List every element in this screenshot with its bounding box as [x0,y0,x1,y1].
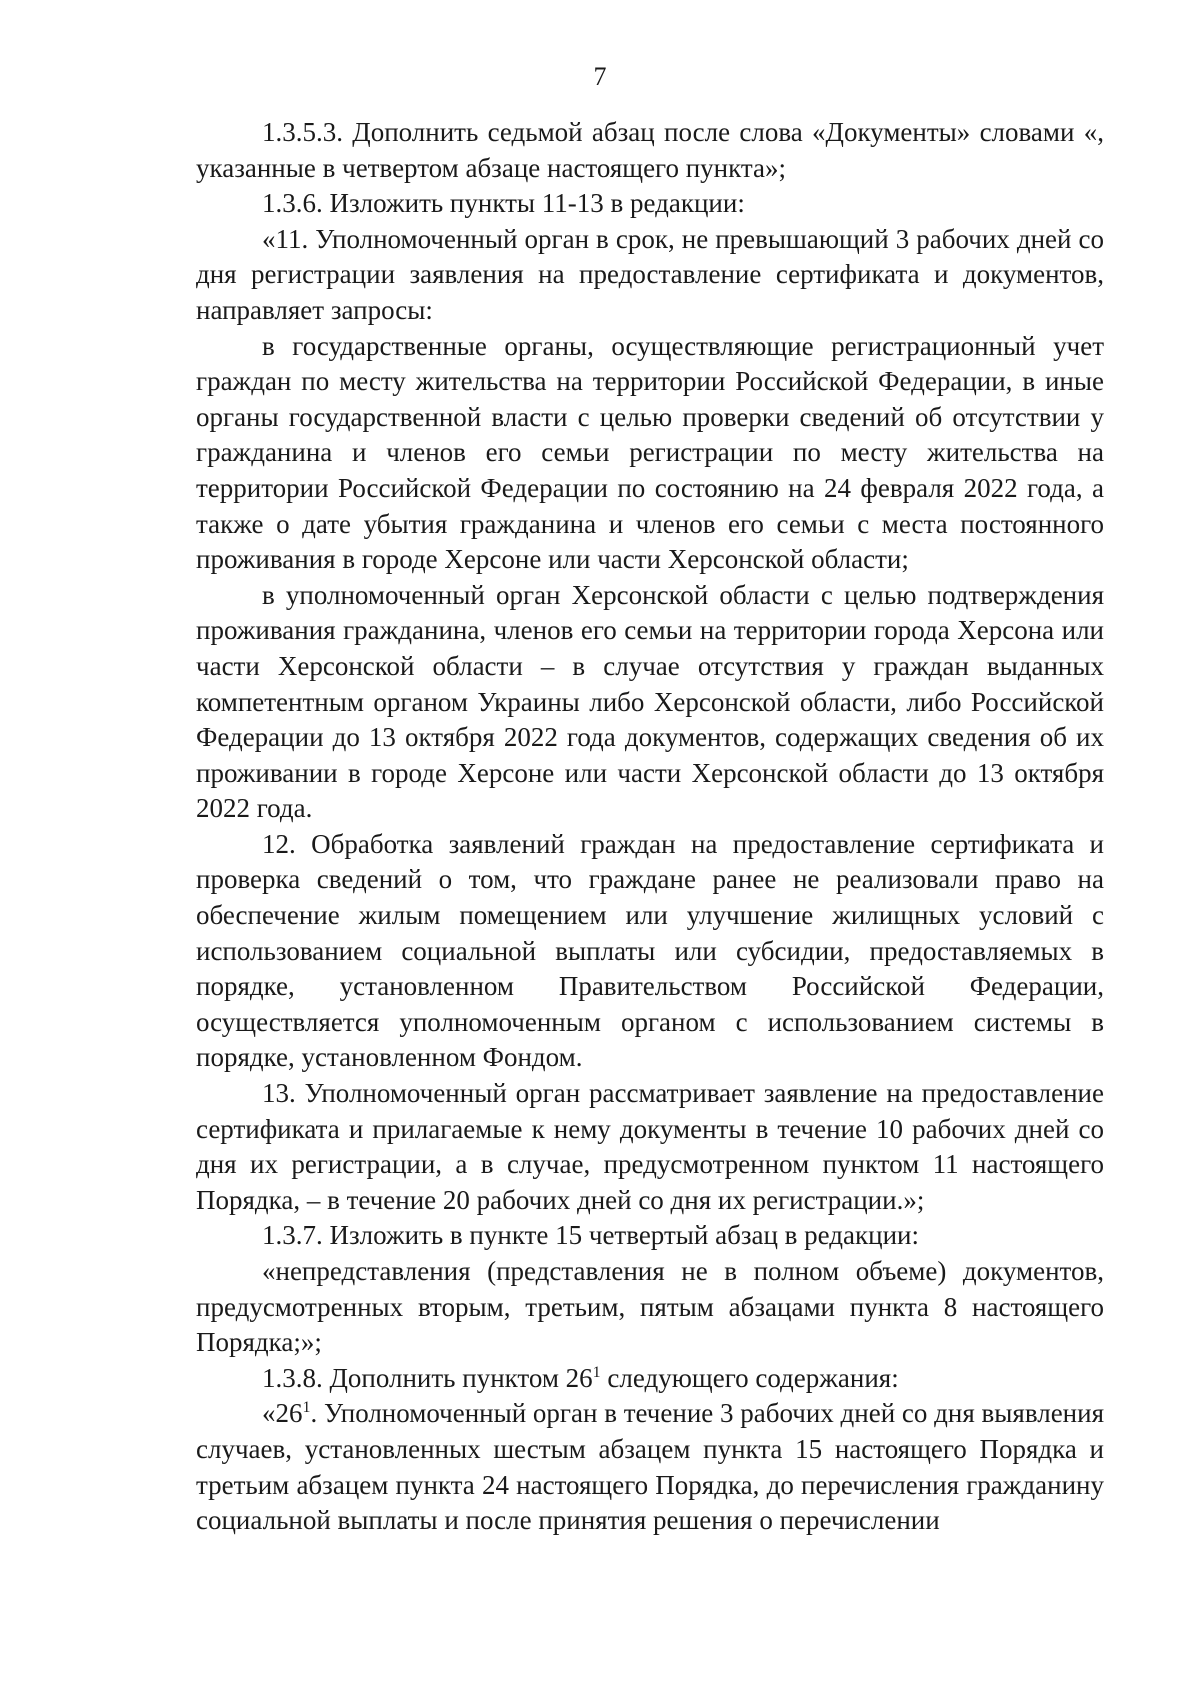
text-segment: . Уполномоченный орган в течение 3 рабочих дней со дня выявления случаев, установленных шестым абзацем пункта 15 настоящего Порядка и третьим абзацем пункта 24 настоящего Порядка, до перечисления гражданину социальной выплаты и после принятия решения о перечислении [196,1398,1104,1536]
paragraph-request-kherson-body: в уполномоченный орган Херсонской области с целью подтверждения проживания гражданина, членов его семьи на территории города Херсона или части Херсонской области – в случае отсутствия у граждан выданных компетентным органом Украины либо Херсонской области, либо Российской Федерации до 13 октября 2022 года документов, содержащих сведения об их проживании в городе Херсоне или части Херсонской области до 13 октября 2022 года. [196,579,1104,824]
paragraph-item-15-text: «непредставления (представления не в полном объеме) документов, предусмотренных вторым, третьим, пятым абзацами пункта 8 настоящего Порядка;»; [196,1256,1104,1358]
text-segment: следующего содержания: [600,1362,899,1393]
text-segment: «26 [262,1398,303,1429]
paragraph-item-11: «11. Уполномоченный орган в срок, не превышающий 3 рабочих дней со дня регистрации заявления на предоставление сертификата и документов, направляет запросы: [196,223,1104,325]
superscript: 1 [302,1399,311,1417]
paragraph-1-3-6: 1.3.6. Изложить пункты 11-13 в редакции: [262,188,745,219]
paragraph-item-26-1 [196,1396,1104,1538]
paragraph-item-13: 13. Уполномоченный орган рассматривает заявление на предоставление сертификата и прилагаемые к нему документы в течение 10 рабочих дней со дня их регистрации, а в случае, предусмотренном пунктом 11 настоящего Порядка, – в течение 20 рабочих дней со дня их регистрации.»; [196,1078,1104,1215]
page-number: 7 [593,62,607,91]
paragraph-1-3-5-3: 1.3.5.3. Дополнить седьмой абзац после слова «Документы» словами «, указанные в четвертом абзаце настоящего пункта»; [196,117,1104,183]
paragraph-item-12: 12. Обработка заявлений граждан на предоставление сертификата и проверка сведений о том, что граждане ранее не реализовали право на обеспечение жилым помещением или улучшение жилищных условий с использованием социальной выплаты или субсидии, предоставляемых в порядке, установленном Правительством Российской Федерации, осуществляется уполномоченным органом с использованием системы в порядке, установленном Фондом. [196,828,1104,1073]
paragraph-1-3-8 [196,1361,1104,1397]
paragraph-request-state-bodies: в государственные органы, осуществляющие регистрационный учет граждан по месту жительства на территории Российской Федерации, в иные органы государственной власти с целью проверки сведений об отсутствии у гражданина и членов его семьи регистрации по месту жительства на территории Российской Федерации по состоянию на 24 февраля 2022 года, а также о дате убытия гражданина и членов его семьи с места постоянного проживания в городе Херсоне или части Херсонской области; [196,330,1104,575]
paragraph-1-3-7: 1.3.7. Изложить в пункте 15 четвертый абзац в редакции: [262,1220,919,1251]
text-segment: 1.3.8. Дополнить пунктом 26 [262,1362,593,1393]
superscript: 1 [592,1363,601,1381]
document-body [196,115,1104,1539]
